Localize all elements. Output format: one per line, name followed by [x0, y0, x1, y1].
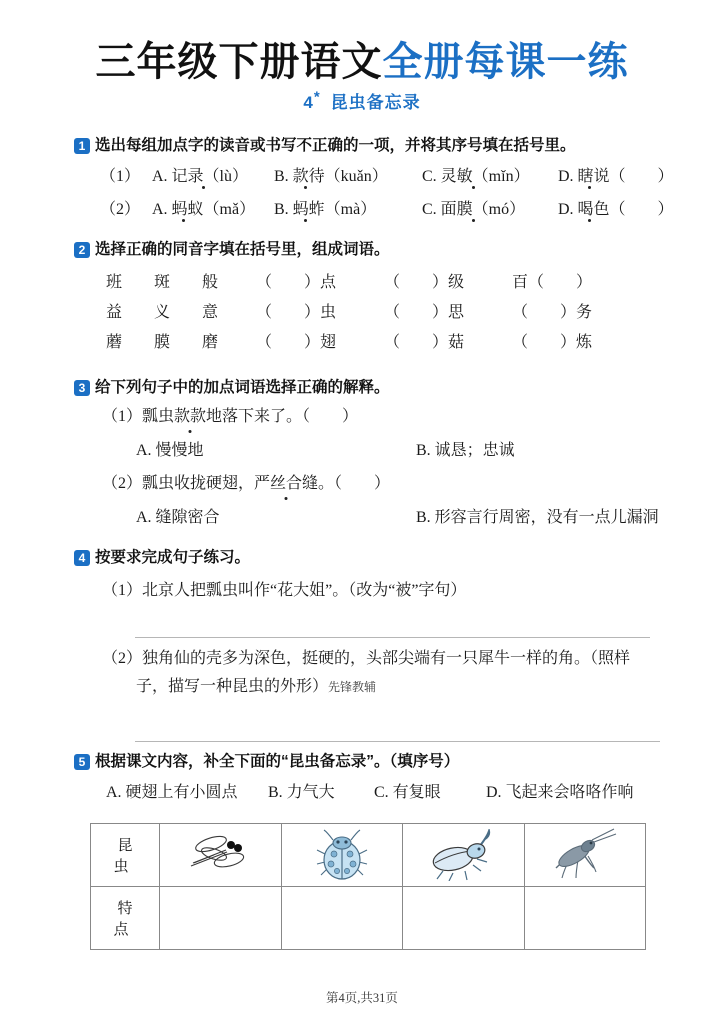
item-label: （2） [102, 475, 143, 492]
question-2-row-3 [74, 328, 674, 358]
answer-rule-1[interactable] [135, 637, 650, 638]
dragonfly-icon [181, 830, 259, 880]
question-1-badge: 1 [74, 138, 90, 154]
question-4-header [74, 548, 674, 568]
question-5-prompt: 根据课文内容，补全下面的“昆虫备忘录”。（填序号） [95, 753, 460, 770]
question-1 [74, 136, 674, 223]
homophone-char: 义 [153, 304, 170, 321]
choice-a[interactable]: A. 硬翅上有小圆点 [106, 784, 238, 801]
sentence-pre: 瓢虫 [142, 408, 175, 425]
choice-a[interactable]: A. 慢慢地 [136, 442, 204, 459]
homophone-char: 膜 [153, 334, 170, 351]
blank-cell[interactable]: （ ）翅 [256, 334, 337, 351]
blank-cell[interactable]: （ ）务 [512, 304, 593, 321]
option-c[interactable]: C. 面膜（mó） [422, 197, 558, 223]
question-3-header [74, 378, 674, 398]
item-label: （1） [102, 408, 143, 425]
feature-cell-1[interactable] [160, 887, 282, 950]
dotted-term: 款款 [174, 406, 206, 428]
option-a[interactable]: A. 记录（lù） [152, 164, 274, 190]
question-5-header [74, 752, 674, 772]
option-b[interactable]: B. 蚂蚱（mà） [274, 197, 422, 223]
ladybug-icon [313, 828, 371, 882]
cell-dragonfly [160, 824, 282, 887]
question-1-row-1 [74, 164, 674, 190]
homophone-set [106, 268, 218, 298]
question-4-item-1 [74, 580, 674, 602]
question-1-header [74, 136, 674, 156]
question-5-badge: 5 [74, 754, 90, 770]
question-3-item-1-choices [74, 440, 674, 462]
homophone-char: 班 [106, 274, 123, 291]
item-label: （1） [102, 582, 143, 599]
blank-cell[interactable]: （ ）菇 [384, 334, 465, 351]
option-c[interactable]: C. 灵敏（mǐn） [422, 164, 558, 190]
question-3-item-1 [74, 406, 674, 428]
lesson-name: 昆虫备忘录 [330, 93, 421, 112]
homophone-set [106, 298, 218, 328]
choice-b[interactable]: B. 力气大 [268, 784, 335, 801]
question-3-badge: 3 [74, 380, 90, 396]
choice-b[interactable]: B. 诚恳；忠诚 [416, 442, 515, 459]
item-text: 北京人把瓢虫叫作“花大姐”。（改为“被”字句） [142, 582, 467, 599]
sentence-pre: 瓢虫收拢硬翅， [142, 475, 255, 492]
blank-cell[interactable]: （ ）级 [384, 274, 465, 291]
dotted-term: 严丝合缝 [254, 473, 318, 495]
question-2-badge: 2 [74, 242, 90, 258]
rhinoceros-beetle-icon [423, 829, 503, 881]
question-1-prompt: 选出每组加点字的读音或书写不正确的一项，并将其序号填在括号里。 [95, 137, 576, 154]
page-title [0, 30, 724, 87]
row-label-feature: 特 点 [91, 887, 160, 950]
homophone-char: 般 [201, 274, 218, 291]
question-3 [74, 378, 674, 529]
question-3-item-2 [74, 473, 674, 495]
homophone-char: 斑 [153, 274, 170, 291]
lesson-star-icon: * [313, 88, 321, 106]
homophone-char: 磨 [201, 334, 218, 351]
question-2-row-1 [74, 268, 674, 298]
row-label: （2） [100, 201, 141, 218]
question-3-item-2-choices [74, 507, 674, 529]
question-4-item-2-line1 [74, 648, 674, 670]
item-text-line2: 子，描写一种昆虫的外形） [136, 678, 329, 695]
table-row-features [91, 887, 646, 950]
lesson-number: 4 [303, 93, 314, 112]
page-footer: 第4页,共31页 [326, 991, 398, 1005]
question-4-badge: 4 [74, 550, 90, 566]
homophone-char: 益 [106, 304, 123, 321]
table-row-insects [91, 824, 646, 887]
feature-cell-4[interactable] [524, 887, 646, 950]
blank-cell[interactable]: （ ）思 [384, 304, 465, 321]
question-1-row-2 [74, 197, 674, 223]
cell-rhinoceros-beetle [403, 824, 525, 887]
homophone-char: 意 [201, 304, 218, 321]
feature-cell-3[interactable] [403, 887, 525, 950]
choice-b[interactable]: B. 形容言行周密，没有一点儿漏洞 [416, 509, 659, 526]
item-label: （2） [102, 650, 143, 667]
cell-grasshopper [524, 824, 646, 887]
grasshopper-icon [548, 828, 622, 882]
title-black-part: 三年级下册语文 [95, 39, 383, 84]
option-d[interactable]: D. 瞎说（ ） [558, 164, 674, 190]
cell-ladybug [281, 824, 403, 887]
feature-cell-2[interactable] [281, 887, 403, 950]
row-label-insect: 昆 虫 [91, 824, 160, 887]
blank-cell[interactable]: （ ）点 [256, 274, 337, 291]
homophone-char: 蘑 [106, 334, 123, 351]
question-2-header [74, 240, 674, 260]
question-2-prompt: 选择正确的同音字填在括号里，组成词语。 [95, 241, 390, 258]
question-2 [74, 240, 674, 358]
blank-cell[interactable]: （ ）炼 [512, 334, 593, 351]
option-d[interactable]: D. 喝色（ ） [558, 197, 674, 223]
blank-cell[interactable]: （ ）虫 [256, 304, 337, 321]
lesson-subtitle [0, 88, 724, 113]
question-4-item-2-line2 [74, 676, 674, 698]
question-2-row-2 [74, 298, 674, 328]
question-4-prompt: 按要求完成句子练习。 [95, 549, 251, 566]
option-a[interactable]: A. 蚂蚁（mǎ） [152, 197, 274, 223]
sentence-post[interactable]: 地落下来了。（ ） [206, 408, 359, 425]
sentence-post[interactable]: 。（ ） [318, 475, 391, 492]
row-label: （1） [100, 168, 141, 185]
question-5-choices [74, 782, 674, 804]
question-4 [74, 548, 674, 698]
choice-d[interactable]: D. 飞起来会咯咯作响 [486, 784, 634, 801]
title-blue-part: 全册每课一练 [382, 39, 629, 84]
publisher-watermark: 先锋教辅 [328, 680, 377, 694]
choice-a[interactable]: A. 缝隙密合 [136, 509, 220, 526]
item-text-line1: 独角仙的壳多为深色，挺硬的，头部尖端有一只犀牛一样的角。（照样 [142, 650, 631, 667]
answer-rule-2[interactable] [135, 741, 660, 742]
option-b[interactable]: B. 款待（kuǎn） [274, 164, 422, 190]
choice-c[interactable]: C. 有复眼 [374, 784, 441, 801]
blank-cell[interactable]: 百（ ） [512, 274, 593, 291]
insect-table [90, 823, 646, 950]
question-3-prompt: 给下列句子中的加点词语选择正确的解释。 [95, 379, 390, 396]
homophone-set [106, 328, 218, 358]
question-5 [74, 752, 674, 804]
